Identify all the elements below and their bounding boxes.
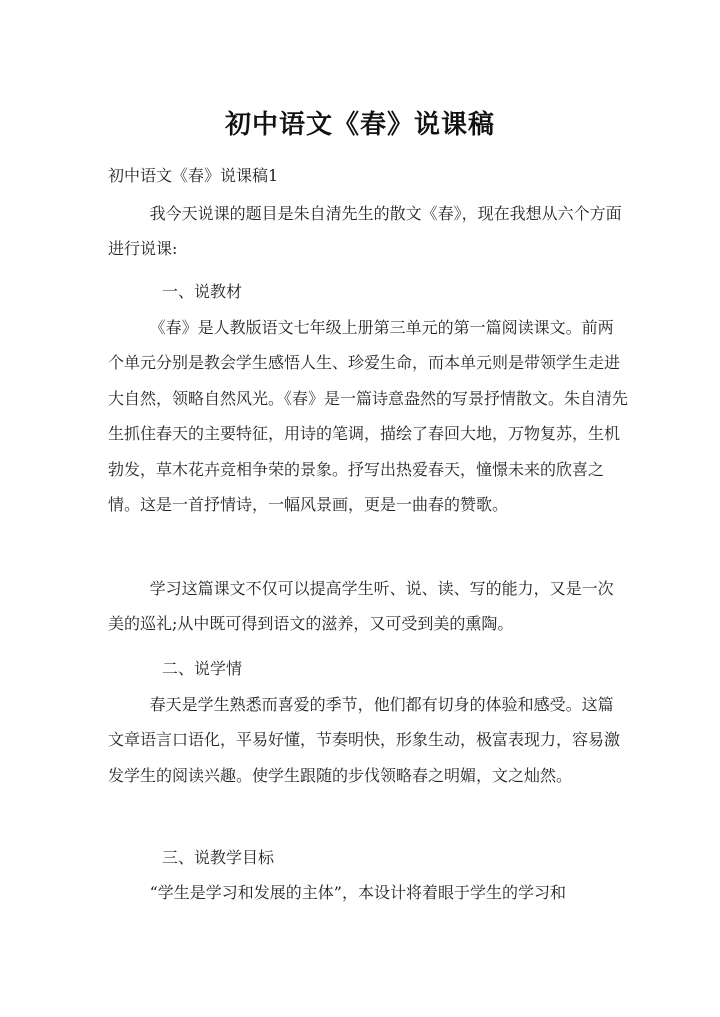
students-paragraph-1: 春天是学生熟悉而喜爱的季节，他们都有切身的体验和感受。这篇文章语言口语化，平易好懂，节奏明快，形象生动，极富表现力，容易激发学生的阅读兴趣。使学生跟随的步伐领略春之明媚，文之灿然。: [108, 695, 621, 785]
section-heading-students: 二、说学情: [162, 659, 243, 678]
section-heading-objectives: 三、说教学目标: [162, 848, 275, 867]
textbook-paragraph-2: 学习这篇课文不仅可以提高学生听、说、读、写的能力，又是一次美的巡礼;从中既可得到语文的滋养，又可受到美的熏陶。: [108, 579, 614, 634]
intro-paragraph: 我今天说课的题目是朱自清先生的散文《春》，现在我想从六个方面进行说课:: [108, 204, 622, 259]
section-heading-textbook: 一、说教材: [162, 282, 243, 301]
document-subtitle: 初中语文《春》说课稿1: [108, 166, 279, 185]
objectives-paragraph-1: “学生是学习和发展的主体”，本设计将着眼于学生的学习和: [149, 883, 566, 902]
textbook-paragraph-1: 《春》是人教版语文七年级上册第三单元的第一篇阅读课文。前两个单元分别是教会学生感悟人生、珍爱生命，而本单元则是带领学生走进大自然，领略自然风光。《春》是一篇诗意盎然的写景抒情散文。朱自清先生抓住春天的主要特征，用诗的笔调，描绘了春回大地，万物复苏，生机勃发，草木花卉竞相争荣的景象。抒写出热爱春天，憧憬未来的欣喜之情。这是一首抒情诗，一幅风景画，更是一曲春的赞歌。: [108, 318, 629, 515]
document-title: 初中语文《春》说课稿: [224, 110, 495, 140]
